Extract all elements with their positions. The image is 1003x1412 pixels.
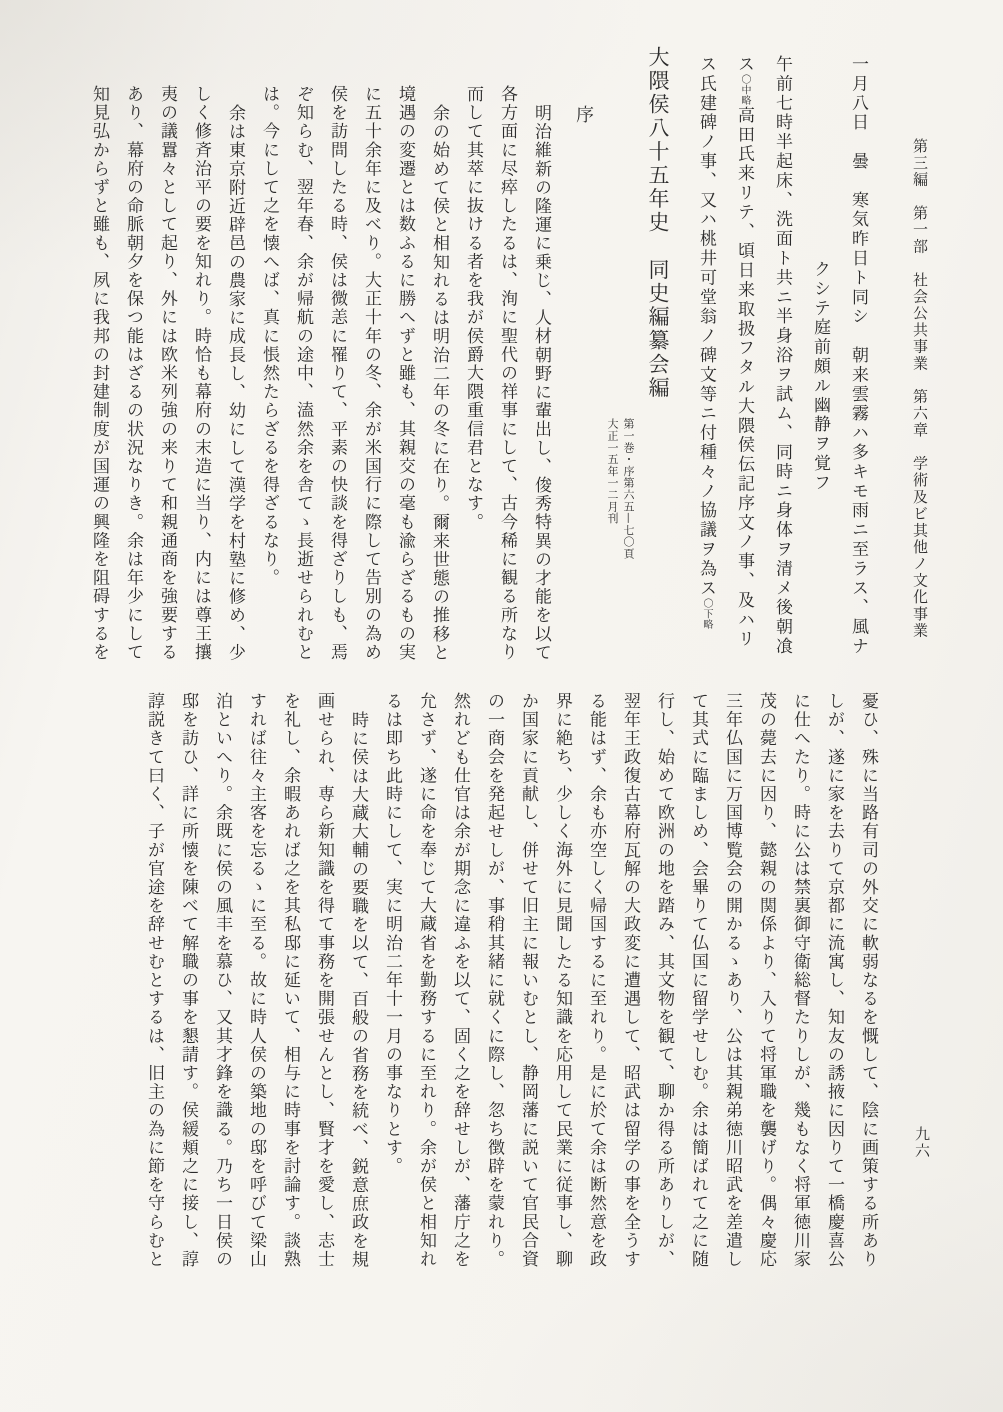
diary-excerpt-block [687,55,877,680]
text-line [286,85,320,695]
text-segment: クシテ庭前頗ル幽静ヲ覚フ [810,260,830,493]
text-line [763,55,801,680]
text-segment: 高田氏来リテ、頃日来取扱フタル大隈侯伝記序文ノ事、及ハリ [734,105,754,650]
text-segment: の一商会を発起せしが、事稍其緒に就くに際し、忽ち徴辟を蒙れり。 [484,692,504,1269]
preface-text-block [82,85,608,695]
text-line [524,85,558,695]
text-segment: 行し、始めて欧洲の地を踏み、其文物を観て、聊か得る所ありしが、 [654,692,674,1269]
text-line [545,692,579,1314]
text-segment: ぞ知らむ、翌年春、余が帰航の途中、溘然余を舎てゝ長逝せられむと [293,85,313,662]
lower-text-block [137,692,885,1314]
text-line [443,692,477,1314]
text-segment: ス氏建碑ノ事、又ハ桃井可堂翁ノ碑文等ニ付種々ノ協議ヲ為ス [696,55,716,599]
text-line [613,692,647,1314]
text-line [715,692,749,1314]
text-segment: 午前七時半起床、洗面ト共ニ半身浴ヲ試ム、同時ニ身体ヲ清メ後朝飡 [772,55,792,657]
text-line [647,692,681,1314]
running-head [908,138,932,639]
text-segment: 諄説きて曰く、子が官途を辞せむとするは、旧主の為に節を守らむと [144,692,164,1269]
text-line [490,85,524,695]
text-segment: 余は東京附近辟邑の農家に成長し、幼にして漢学を村塾に修め、少 [225,104,245,662]
text-line [579,692,613,1314]
text-segment: は。今にして之を懐へば、真に悵然たらざるを得ざるなり。 [259,85,279,588]
text-segment: 然れども仕官は余が期念に違ふを以て、固く之を辞せしが、藩庁之を [450,692,470,1269]
chapter-title: 第三編 第一部 社会公共事業 第六章 学術及ビ其他ノ文化事業 [911,138,929,639]
text-segment: 允さず、遂に命を奉じて大蔵省を勤務するに至れり。余が侯と相知れ [416,692,436,1269]
text-line [801,55,839,680]
text-segment: 時に侯は大蔵大輔の要職を以て、百般の省務を統べ、鋭意庶政を規 [348,711,368,1269]
text-line [511,692,545,1314]
text-segment: 茂の薨去に因り、懿親の関係より、入りて将軍職を襲げり。偶々慶応 [756,692,776,1269]
text-segment: 三年仏国に万国博覧会の開かるゝあり、公は其親弟徳川昭武を差遣し [722,692,742,1269]
text-segment: に五十余年に及べり。大正十年の冬、余が米国行に際して告別の為め [361,85,381,662]
omission-note: 〇中略 [739,74,750,106]
text-segment: に仕へたり。時に公は禁裏御守衛総督たりしが、幾もなく将軍徳川家 [790,692,810,1269]
text-segment: を礼し、余暇あれば之を其私邸に延いて、相与に時事を討論す。談熟 [280,692,300,1269]
text-segment: 明治維新の隆運に乗じ、人材朝野に輩出し、俊秀特異の才能を以て [531,104,551,662]
text-segment: 界に絶ち、少しく海外に見聞したる知識を応用して民業に従事し、聊 [552,692,572,1269]
text-line [116,85,150,695]
text-line [307,692,341,1314]
text-segment: るは即ち此時にして、実に明治二年十一月の事なりとす。 [382,692,402,1176]
preface-heading [566,85,600,695]
text-segment: しが、遂に家を去りて京都に流寓し、知友の誘掖に因りて一橋慶喜公 [824,692,844,1269]
citation-date: 大正一五年一二月刊 [606,418,619,525]
text-line [252,85,286,695]
text-segment: る能はず、余も亦空しく帰国するに至れり。是に於て余は断然意を政 [586,692,606,1269]
text-line [354,85,388,695]
text-line [687,55,725,680]
text-line [273,692,307,1314]
text-line [184,85,218,695]
text-segment: 憂ひ、殊に当路有司の外交に軟弱なるを慨して、陰に画策する所あり [858,692,878,1269]
text-line [375,692,409,1314]
text-line [783,692,817,1314]
text-line [239,692,273,1314]
text-segment: しく修斉治平の要を知れり。時恰も幕府の末造に当り、内には尊王攘 [191,85,211,662]
text-segment: 夷の議囂々として起り、外には欧米列強の来りて和親通商を強要する [157,85,177,662]
text-line [725,55,763,680]
text-segment: か国家に貢献し、併せて旧主に報いむとし、静岡藩に説いて官民合資 [518,692,538,1269]
text-segment: 翌年王政復古幕府瓦解の大政変に遭遇して、昭武は留学の事を全うす [620,692,640,1269]
book-title-column [604,46,680,666]
text-segment: すれば往々主客を忘るゝに至る。故に時人侯の築地の邸を呼びて梁山 [246,692,266,1269]
text-segment: あり、幕府の命脈朝夕を保つ能はざるの状況なりき。余は年少にして [123,85,143,662]
text-line [422,85,456,695]
text-line [171,692,205,1314]
text-line [82,85,116,695]
text-line [409,692,443,1314]
text-line [218,85,252,695]
text-segment: ス [734,55,754,75]
text-segment: 邸を訪ひ、詳に所懐を陳べて解職の事を懇請す。侯緩頬之に接し、諄 [178,692,198,1269]
text-line [150,85,184,695]
text-segment: 序 [573,105,594,125]
text-segment: 余の始めて侯と相知れるは明治二年の冬に在り。爾来世態の推移と [429,104,449,662]
text-segment: 泊といへり。余既に侯の風丰を慕ひ、又其才鋒を識る。乃ち一日侯の [212,692,232,1269]
text-segment: 各方面に尽瘁したるは、洵に聖代の祥事にして、古今稀に観る所なり [497,85,517,662]
text-line [477,692,511,1314]
book-title: 大隈侯八十五年史 同史編纂会編 [646,46,670,400]
text-line [851,692,885,1314]
text-line [320,85,354,695]
text-segment: 一月八日 曇 寒気昨日ト同シ 朝来雲霧ハ多キモ雨ニ至ラス、風ナ [848,55,868,657]
text-line [205,692,239,1314]
text-segment: て其式に臨ましめ、会畢りて仏国に留学せしむ。余は簡ばれて之に随 [688,692,708,1269]
text-segment: 知見弘からずと雖も、夙に我邦の封建制度が国運の興隆を阻碍するを [89,85,109,662]
text-segment: 而して其萃に抜ける者を我が侯爵大隈重信君となす。 [463,85,483,532]
omission-note: 〇下略 [701,598,712,630]
text-segment: 侯を訪問したる時、侯は微恙に罹りて、平素の快談を得ざりしも、焉 [327,85,347,662]
text-line [456,85,490,695]
text-line [749,692,783,1314]
page-number: 九六 [913,1126,931,1160]
text-line [681,692,715,1314]
text-line [817,692,851,1314]
citation-volume-pages: 第一巻・序第六五—七〇頁 [622,418,635,560]
text-line [341,692,375,1314]
text-segment: 境遇の変遷とは数ふるに勝へずと雖も、其親交の毫も渝らざるもの実 [395,85,415,662]
text-line [839,55,877,680]
text-line [388,85,422,695]
text-segment: 画せられ、専ら新知識を得て事務を開張せんとし、賢才を愛し、志士 [314,692,334,1269]
text-line [137,692,171,1314]
